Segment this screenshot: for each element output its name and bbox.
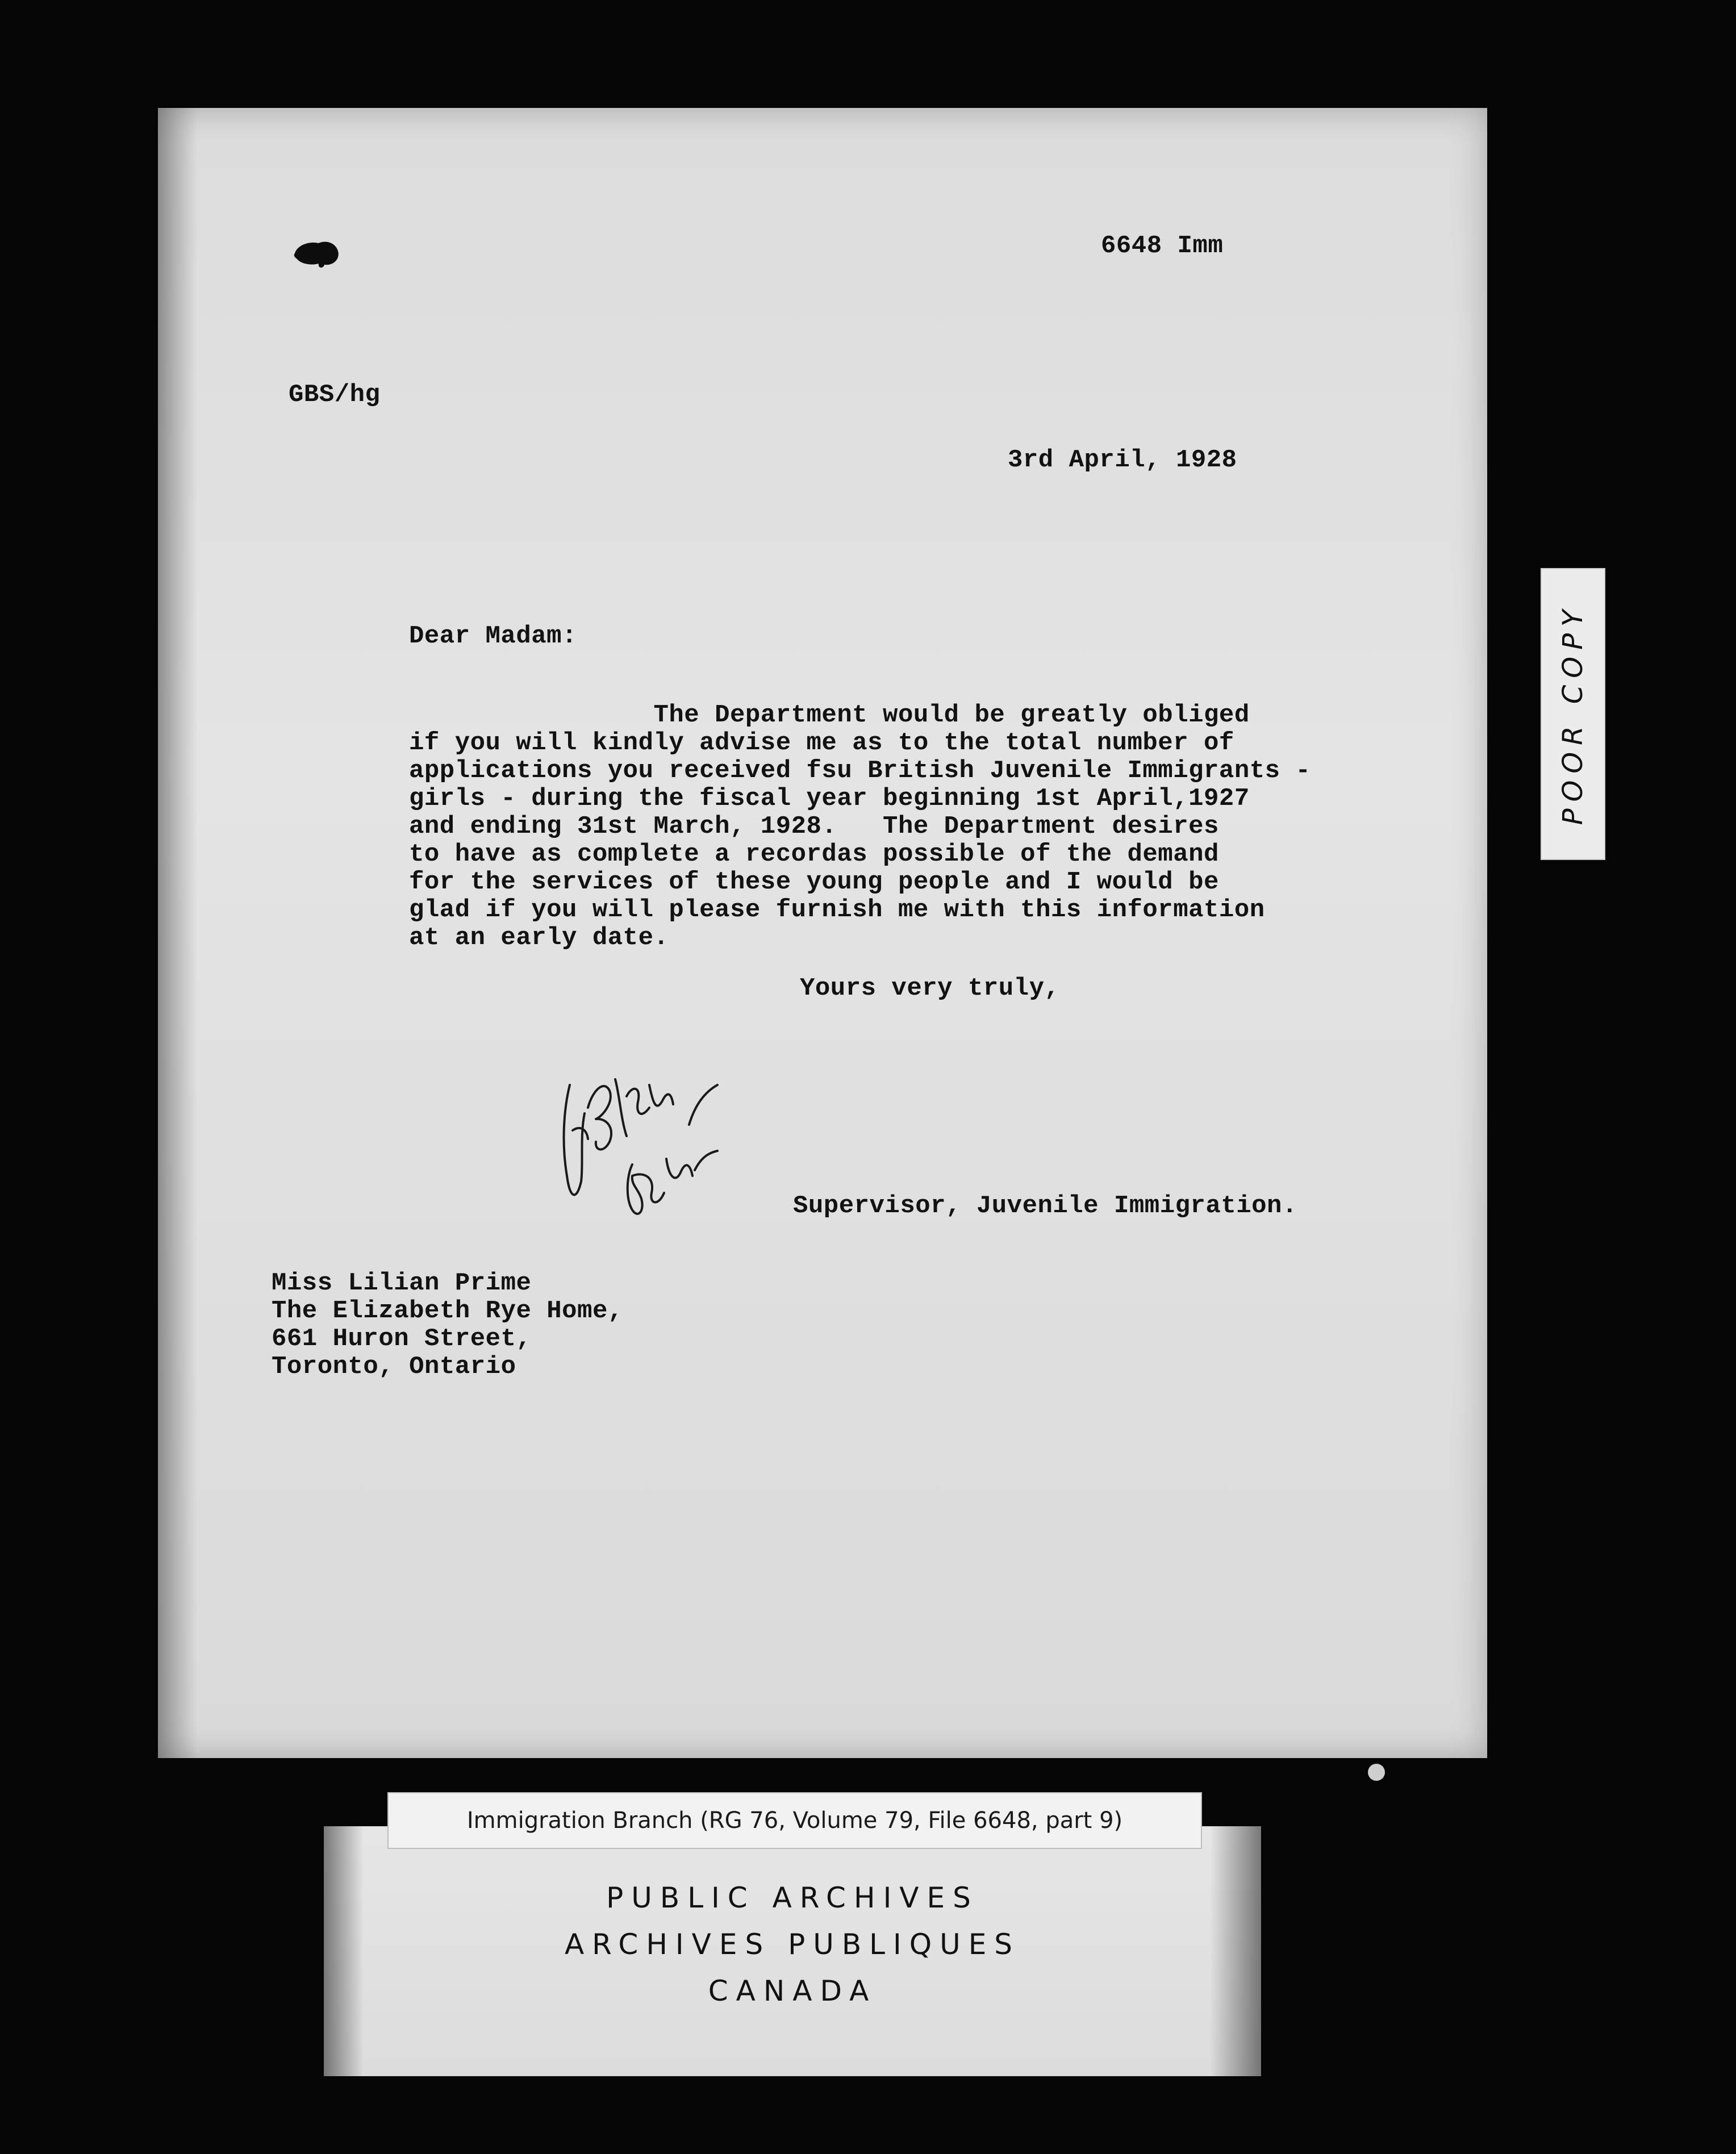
handwritten-signature: [547, 1045, 786, 1233]
poor-copy-label: POOR COPY: [1557, 603, 1589, 825]
poor-copy-stamp: [1541, 568, 1605, 860]
typist-initials: GBS/hg: [289, 381, 381, 409]
address-line: 661 Huron Street,: [272, 1325, 532, 1353]
address-line: Toronto, Ontario: [272, 1352, 516, 1381]
archive-label: [324, 1807, 1261, 2076]
source-citation: Immigration Branch (RG 76, Volume 79, File 6648, part 9): [387, 1792, 1202, 1849]
salutation: Dear Madam:: [409, 622, 577, 650]
closing: Yours very truly,: [800, 974, 1060, 1003]
archives-lines: [324, 1875, 1261, 2014]
recipient-address: [272, 1270, 623, 1381]
ink-blot-mark: [293, 237, 340, 269]
archive-line-country: CANADA: [708, 1974, 877, 2007]
letter-sheet: [158, 108, 1487, 1758]
frame-mark: [1368, 1764, 1385, 1781]
file-reference: 6648 Imm: [1101, 232, 1224, 260]
address-line: Miss Lilian Prime: [272, 1269, 532, 1297]
archive-line-french: ARCHIVES PUBLIQUES: [564, 1928, 1021, 1961]
signature-title: Supervisor, Juvenile Immigration.: [793, 1192, 1297, 1220]
letter-body: The Department would be greatly obliged if you will kindly advise me as to the total number of applications you received fsu British Juvenile Immigrants - girls - during the fiscal year beginning 1st April,1927 and ending 31st March, 1928. The Department desires to have as complete a recordas possible of the demand for the services of these young people and I would be glad if you will please furnish me with this information at an early date.: [409, 701, 1311, 952]
letter-date: 3rd April, 1928: [1008, 446, 1237, 474]
address-line: The Elizabeth Rye Home,: [272, 1297, 623, 1325]
archive-line-english: PUBLIC ARCHIVES: [606, 1881, 979, 1914]
